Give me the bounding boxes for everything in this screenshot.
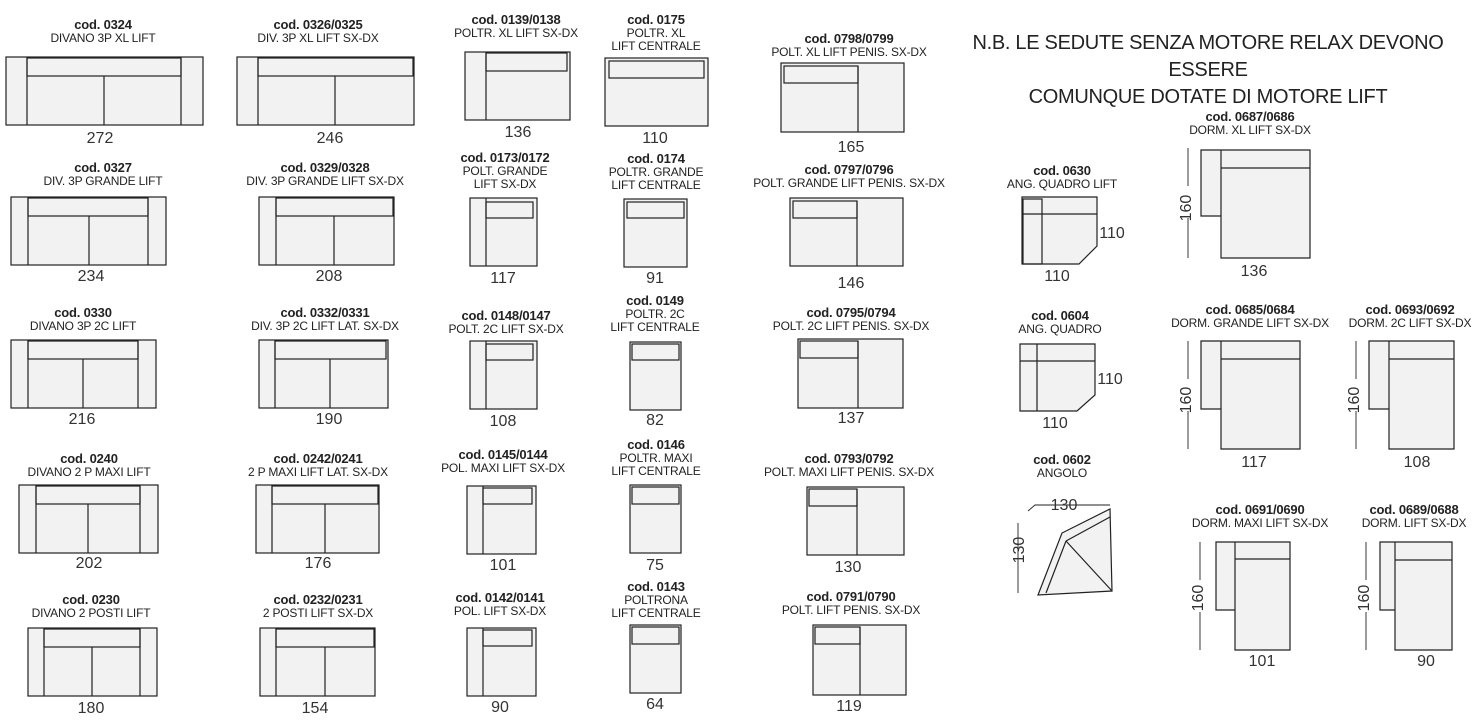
product-label-0327 bbox=[3, 160, 203, 188]
product-code: cod. 0329/0328 bbox=[280, 160, 370, 175]
product-name: POLT. 2C LIFT SX-DX bbox=[448, 322, 564, 336]
product-name: LIFT CENTRALE bbox=[611, 178, 701, 192]
width-dimension: 154 bbox=[301, 700, 329, 717]
width-dimension: 137 bbox=[837, 410, 865, 427]
width-dimension: 202 bbox=[75, 555, 103, 572]
width-dimension: 82 bbox=[646, 412, 664, 429]
armchair-diagram-0148 bbox=[469, 340, 539, 412]
product-code: cod. 0327 bbox=[74, 160, 132, 175]
width-dimension: 136 bbox=[1240, 263, 1268, 280]
width-dimension: 216 bbox=[68, 411, 96, 428]
product-code: cod. 0685/0684 bbox=[1205, 302, 1295, 317]
product-label-0175 bbox=[556, 12, 756, 53]
product-name: ANG. QUADRO bbox=[1018, 322, 1102, 336]
product-code: cod. 0687/0686 bbox=[1205, 109, 1295, 124]
product-name: POLT. MAXI LIFT PENIS. SX-DX bbox=[764, 465, 934, 479]
peninsula-diagram-0795 bbox=[797, 338, 905, 410]
product-label-0329 bbox=[225, 160, 425, 188]
product-label-0687 bbox=[1150, 109, 1350, 137]
product-label-0689 bbox=[1314, 502, 1483, 530]
product-label-0232 bbox=[218, 592, 418, 620]
product-code: cod. 0240 bbox=[60, 451, 118, 466]
product-name: DIVANO 2 POSTI LIFT bbox=[31, 606, 151, 620]
note-text bbox=[953, 30, 1463, 111]
product-name: DIVANO 3P 2C LIFT bbox=[29, 319, 137, 333]
product-name: ANG. QUADRO LIFT bbox=[1006, 177, 1118, 191]
sofa-diagram-0330 bbox=[10, 339, 158, 411]
product-name: POLT. XL LIFT PENIS. SX-DX bbox=[771, 45, 927, 59]
width-dimension: 130 bbox=[1050, 497, 1078, 514]
sofa-diagram-0230 bbox=[27, 627, 159, 699]
product-code: cod. 0175 bbox=[627, 12, 685, 27]
sofa-diagram-0329 bbox=[258, 196, 396, 268]
width-dimension: 272 bbox=[86, 130, 114, 147]
product-code: cod. 0797/0796 bbox=[804, 162, 894, 177]
product-code: cod. 0332/0331 bbox=[280, 305, 370, 320]
product-name: POLTRONA bbox=[624, 593, 688, 607]
product-label-0330 bbox=[0, 305, 183, 333]
width-dimension: 130 bbox=[834, 559, 862, 576]
product-code: cod. 0330 bbox=[54, 305, 112, 320]
product-name: LIFT CENTRALE bbox=[611, 606, 701, 620]
product-label-0791 bbox=[751, 589, 951, 617]
width-dimension: 90 bbox=[491, 699, 509, 716]
sofa-diagram-0326 bbox=[236, 56, 416, 128]
width-dimension: 246 bbox=[316, 130, 344, 147]
armchair-diagram-0149 bbox=[629, 341, 683, 413]
product-name: DORM. GRANDE LIFT SX-DX bbox=[1171, 316, 1329, 330]
product-code: cod. 0143 bbox=[627, 579, 685, 594]
width-dimension: 110 bbox=[642, 130, 668, 147]
product-label-0793 bbox=[749, 451, 949, 479]
product-code: cod. 0232/0231 bbox=[273, 592, 363, 607]
product-label-0693 bbox=[1310, 302, 1483, 330]
product-label-0240 bbox=[0, 451, 189, 479]
width-dimension: 91 bbox=[646, 270, 664, 287]
width-dimension: 108 bbox=[1403, 454, 1431, 471]
product-name: DIV. 3P 2C LIFT LAT. SX-DX bbox=[251, 319, 399, 333]
note-line-1: N.B. LE SEDUTE SENZA MOTORE RELAX DEVONO ESSERE bbox=[972, 32, 1444, 81]
product-name: POLTR. XL bbox=[626, 26, 686, 40]
product-label-0146 bbox=[556, 437, 756, 478]
product-label-0230 bbox=[0, 592, 191, 620]
product-code: cod. 0242/0241 bbox=[273, 451, 363, 466]
product-name: DIVANO 2 P MAXI LIFT bbox=[27, 465, 151, 479]
dormeuse-diagram-0687 bbox=[1178, 148, 1314, 260]
product-code: cod. 0324 bbox=[74, 17, 132, 32]
product-name: DORM. MAXI LIFT SX-DX bbox=[1191, 516, 1329, 530]
peninsula-diagram-0797 bbox=[789, 197, 905, 269]
product-label-0797 bbox=[749, 162, 949, 190]
product-name: ANGOLO bbox=[1036, 466, 1088, 480]
product-label-0174 bbox=[556, 151, 756, 192]
product-label-0332 bbox=[225, 305, 425, 333]
product-name: 2 P MAXI LIFT LAT. SX-DX bbox=[248, 465, 388, 479]
product-label-0798 bbox=[749, 31, 949, 59]
width-dimension: 165 bbox=[837, 139, 865, 156]
product-name: POLT. 2C LIFT PENIS. SX-DX bbox=[772, 319, 930, 333]
width-dimension: 110 bbox=[1044, 268, 1070, 285]
width-dimension: 90 bbox=[1417, 653, 1435, 670]
peninsula-diagram-0791 bbox=[812, 624, 908, 698]
armchair-diagram-0174 bbox=[623, 198, 689, 270]
depth-dimension: 160 bbox=[1346, 386, 1363, 414]
width-dimension: 208 bbox=[315, 268, 343, 285]
product-label-0143 bbox=[556, 579, 756, 620]
product-code: cod. 0791/0790 bbox=[806, 589, 896, 604]
product-label-0602 bbox=[962, 452, 1162, 480]
width-dimension: 101 bbox=[489, 557, 517, 574]
product-name: POLTR. XL LIFT SX-DX bbox=[454, 26, 578, 40]
product-name: DIVANO 3P XL LIFT bbox=[50, 31, 156, 45]
width-dimension: 146 bbox=[837, 275, 865, 292]
note-line-2: COMUNQUE DOTATE DI MOTORE LIFT bbox=[1028, 86, 1388, 108]
product-code: cod. 0691/0690 bbox=[1215, 502, 1305, 517]
product-name: POLTR. MAXI bbox=[619, 451, 693, 465]
product-name: LIFT CENTRALE bbox=[610, 320, 700, 334]
product-code: cod. 0602 bbox=[1033, 452, 1091, 467]
sofa-diagram-0332 bbox=[258, 339, 390, 411]
product-label-0242 bbox=[218, 451, 418, 479]
product-name: POLTR. 2C bbox=[625, 307, 685, 321]
width-dimension: 176 bbox=[304, 555, 332, 572]
armchair-diagram-0139 bbox=[464, 51, 572, 123]
width-dimension: 180 bbox=[77, 700, 105, 717]
width-dimension: 75 bbox=[646, 557, 664, 574]
product-code: cod. 0174 bbox=[627, 151, 685, 166]
product-code: cod. 0693/0692 bbox=[1365, 302, 1455, 317]
width-dimension: 117 bbox=[1241, 454, 1267, 471]
width-dimension: 110 bbox=[1042, 415, 1068, 432]
armchair-diagram-0145 bbox=[466, 485, 538, 557]
armchair-diagram-0173 bbox=[469, 197, 539, 269]
product-name: POLTR. GRANDE bbox=[608, 165, 704, 179]
product-code: cod. 0142/0141 bbox=[455, 590, 545, 605]
product-name: DORM. XL LIFT SX-DX bbox=[1189, 123, 1311, 137]
sofa-diagram-0324 bbox=[5, 56, 205, 128]
armchair-diagram-0142 bbox=[466, 627, 538, 699]
sofa-diagram-0242 bbox=[255, 484, 381, 556]
product-code: cod. 0173/0172 bbox=[460, 150, 550, 165]
product-name: LIFT CENTRALE bbox=[611, 464, 701, 478]
product-code: cod. 0145/0144 bbox=[458, 447, 548, 462]
product-code: cod. 0604 bbox=[1031, 308, 1089, 323]
depth-dimension: 160 bbox=[1190, 584, 1207, 612]
product-code: cod. 0230 bbox=[62, 592, 120, 607]
product-name: POLT. LIFT PENIS. SX-DX bbox=[781, 603, 921, 617]
product-code: cod. 0139/0138 bbox=[471, 12, 561, 27]
depth-dimension: 160 bbox=[1178, 386, 1195, 414]
depth-dimension: 160 bbox=[1356, 584, 1373, 612]
width-dimension: 190 bbox=[315, 411, 343, 428]
armchair-diagram-0175 bbox=[604, 57, 710, 129]
sofa-diagram-0327 bbox=[10, 196, 168, 268]
product-label-0795 bbox=[751, 305, 951, 333]
product-name: 2 POSTI LIFT SX-DX bbox=[262, 606, 374, 620]
product-label-0326 bbox=[218, 17, 418, 45]
width-dimension: 234 bbox=[77, 268, 105, 285]
product-code: cod. 0146 bbox=[627, 437, 685, 452]
product-name: DIV. 3P GRANDE LIFT SX-DX bbox=[246, 174, 404, 188]
product-name: DIV. 3P GRANDE LIFT bbox=[43, 174, 163, 188]
peninsula-diagram-0798 bbox=[780, 62, 906, 134]
product-name: LIFT CENTRALE bbox=[611, 39, 701, 53]
peninsula-diagram-0793 bbox=[806, 486, 906, 558]
depth-dimension: 110 bbox=[1099, 225, 1125, 242]
depth-dimension: 110 bbox=[1097, 371, 1123, 388]
armchair-diagram-0146 bbox=[629, 484, 683, 556]
product-name: DIV. 3P XL LIFT SX-DX bbox=[257, 31, 379, 45]
product-name: DORM. LIFT SX-DX bbox=[1361, 516, 1467, 530]
product-code: cod. 0793/0792 bbox=[804, 451, 894, 466]
width-dimension: 101 bbox=[1248, 653, 1276, 670]
product-code: cod. 0689/0688 bbox=[1369, 502, 1459, 517]
depth-dimension: 130 bbox=[1011, 536, 1028, 564]
width-dimension: 136 bbox=[504, 124, 532, 141]
product-label-0630 bbox=[962, 163, 1162, 191]
product-label-0149 bbox=[555, 293, 755, 334]
product-code: cod. 0798/0799 bbox=[804, 31, 894, 46]
product-name: POLT. GRANDE LIFT PENIS. SX-DX bbox=[753, 176, 945, 190]
depth-dimension: 160 bbox=[1178, 194, 1195, 222]
product-name: LIFT SX-DX bbox=[473, 177, 537, 191]
width-dimension: 119 bbox=[836, 698, 862, 715]
product-name: DORM. 2C LIFT SX-DX bbox=[1348, 316, 1472, 330]
product-name: POLT. GRANDE bbox=[462, 164, 548, 178]
product-code: cod. 0795/0794 bbox=[806, 305, 896, 320]
product-code: cod. 0149 bbox=[626, 293, 684, 308]
sofa-diagram-0240 bbox=[18, 484, 160, 556]
product-label-0324 bbox=[3, 17, 203, 45]
width-dimension: 117 bbox=[490, 270, 516, 287]
product-name: POL. MAXI LIFT SX-DX bbox=[441, 461, 565, 475]
sofa-diagram-0232 bbox=[259, 627, 377, 699]
product-code: cod. 0630 bbox=[1033, 163, 1091, 178]
armchair-diagram-0143 bbox=[629, 624, 683, 696]
width-dimension: 108 bbox=[489, 413, 517, 430]
product-code: cod. 0326/0325 bbox=[273, 17, 363, 32]
product-name: POL. LIFT SX-DX bbox=[453, 604, 547, 618]
product-label-0604 bbox=[960, 308, 1160, 336]
product-code: cod. 0148/0147 bbox=[461, 308, 551, 323]
width-dimension: 64 bbox=[646, 696, 664, 713]
dormeuse-diagram-0685 bbox=[1178, 339, 1304, 451]
